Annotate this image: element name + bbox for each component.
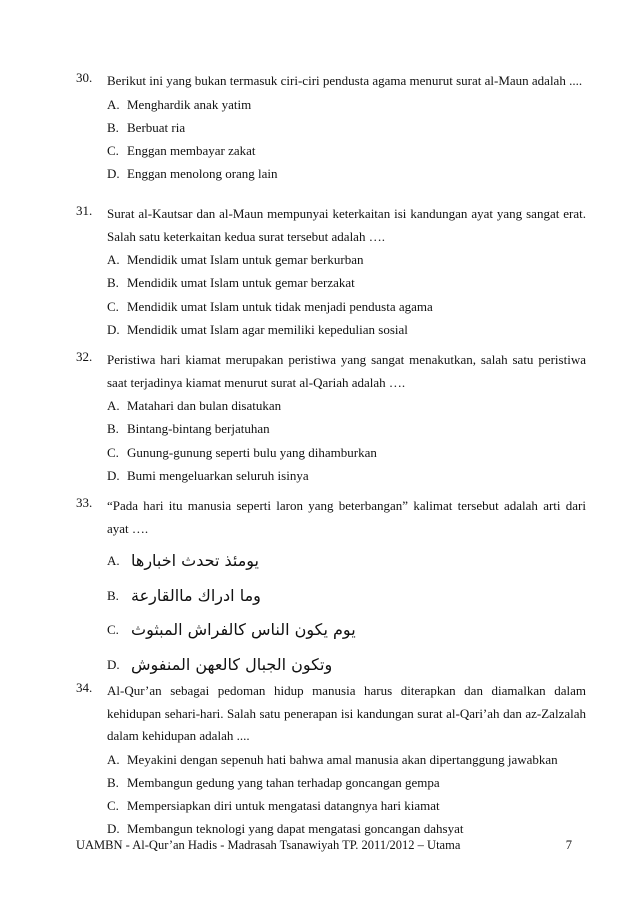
- question-text: Surat al-Kautsar dan al-Maun mempunyai keterkaitan isi kandungan ayat yang sangat erat. Salah satu keterkaitan kedua surat tersebut adalah ….: [107, 206, 586, 244]
- option-letter: B.: [107, 119, 119, 135]
- question-number: 33.: [76, 495, 93, 510]
- option-b: [107, 771, 586, 794]
- question-text: Peristiwa hari kiamat merupakan peristiwa yang sangat menakutkan, salah satu peristiwa saat terjadinya kiamat menurut surat al-Qariah adalah ….: [107, 352, 586, 390]
- question-33: [76, 495, 586, 682]
- option-text: Mendidik umat Islam untuk tidak menjadi pendusta agama: [127, 298, 433, 314]
- option-c: [107, 794, 586, 817]
- footer-text: UAMBN - Al-Qur’an Hadis - Madrasah Tsanawiyah TP. 2011/2012 – Utama: [76, 838, 461, 852]
- option-d: [107, 464, 586, 487]
- option-text: Mempersiapkan diri untuk mengatasi datangnya hari kiamat: [127, 798, 440, 814]
- option-letter: B.: [107, 421, 119, 437]
- question-number: 32.: [76, 349, 93, 364]
- option-d: [107, 318, 586, 341]
- question-30: [76, 70, 586, 186]
- option-a: [107, 748, 586, 771]
- question-number: 31.: [76, 203, 93, 218]
- option-text: Matahari dan bulan disatukan: [127, 398, 282, 413]
- option-d: [107, 648, 586, 683]
- option-text: Membangun gedung yang tahan terhadap goncangan gempa: [127, 774, 440, 790]
- option-text: Menghardik anak yatim: [127, 96, 252, 112]
- question-text: Al-Qur’an sebagai pedoman hidup manusia harus diterapkan dan diamalkan dalam kehidupan sehari-hari. Salah satu penerapan isi kandungan surat al-Qari’ah dan az-Zalzalah dalam kehidupan adalah ....: [107, 683, 586, 743]
- option-letter: C.: [107, 143, 119, 159]
- option-b: [107, 271, 586, 294]
- option-text: Bintang-bintang berjatuhan: [127, 421, 270, 437]
- question-31: [76, 203, 586, 341]
- option-text: Enggan menolong orang lain: [127, 166, 278, 182]
- option-letter: A.: [107, 252, 120, 267]
- option-letter: A.: [107, 96, 120, 112]
- option-b: [107, 116, 586, 139]
- option-text: Bumi mengeluarkan seluruh isinya: [127, 467, 309, 483]
- options-list: [107, 394, 586, 487]
- option-letter: A.: [107, 398, 120, 413]
- option-letter: C.: [107, 622, 119, 637]
- option-text: Gunung-gunung seperti bulu yang dihamburkan: [127, 444, 377, 460]
- option-b: [107, 417, 586, 440]
- options-list: [107, 748, 586, 841]
- option-letter: A.: [107, 553, 120, 568]
- option-letter: D.: [107, 467, 120, 483]
- option-a: [107, 394, 586, 417]
- arabic-verse: يومئذ تحدث اخبارها: [131, 551, 260, 570]
- option-letter: C.: [107, 298, 119, 314]
- option-letter: B.: [107, 587, 119, 603]
- question-number: 34.: [76, 680, 93, 695]
- option-a: [107, 544, 586, 579]
- question-32: [76, 349, 586, 487]
- option-text: Mendidik umat Islam agar memiliki kepedulian sosial: [127, 321, 408, 337]
- question-number: 30.: [76, 70, 93, 85]
- option-text: Mendidik umat Islam untuk gemar berzakat: [127, 275, 355, 291]
- option-text: Meyakini dengan sepenuh hati bahwa amal manusia akan dipertanggung jawabkan: [127, 751, 558, 767]
- option-text: Berbuat ria: [127, 119, 186, 135]
- option-c: [107, 613, 586, 648]
- question-text: “Pada hari itu manusia seperti laron yang beterbangan” kalimat tersebut adalah arti dari ayat ….: [107, 498, 586, 536]
- option-letter: D.: [107, 821, 120, 837]
- option-c: [107, 295, 586, 318]
- options-list: [107, 544, 586, 682]
- option-b: [107, 579, 586, 614]
- arabic-verse: وما ادراك ماالقارعة: [131, 585, 261, 605]
- option-c: [107, 139, 586, 162]
- option-d: [107, 162, 586, 185]
- option-a: [107, 93, 586, 116]
- option-text: Membangun teknologi yang dapat mengatasi goncangan dahsyat: [127, 821, 464, 837]
- option-letter: B.: [107, 774, 119, 790]
- arabic-verse: يوم يكون الناس كالفراش المبثوث: [131, 620, 356, 639]
- options-list: [107, 93, 586, 186]
- options-list: [107, 248, 586, 341]
- option-letter: A.: [107, 751, 120, 767]
- arabic-verse: وتكون الجبال كالعهن المنفوش: [131, 654, 333, 674]
- option-letter: C.: [107, 798, 119, 814]
- option-a: [107, 248, 586, 271]
- option-text: Enggan membayar zakat: [127, 143, 256, 159]
- option-c: [107, 441, 586, 464]
- option-letter: D.: [107, 321, 120, 337]
- option-letter: C.: [107, 444, 119, 460]
- question-34: [76, 680, 586, 841]
- page-footer: [76, 838, 586, 853]
- question-text: Berikut ini yang bukan termasuk ciri-ciri pendusta agama menurut surat al-Maun adalah ....: [107, 73, 583, 88]
- option-letter: B.: [107, 275, 119, 291]
- option-letter: D.: [107, 656, 120, 672]
- page-number: 7: [565, 838, 572, 852]
- option-letter: D.: [107, 166, 120, 182]
- option-text: Mendidik umat Islam untuk gemar berkurban: [127, 252, 364, 267]
